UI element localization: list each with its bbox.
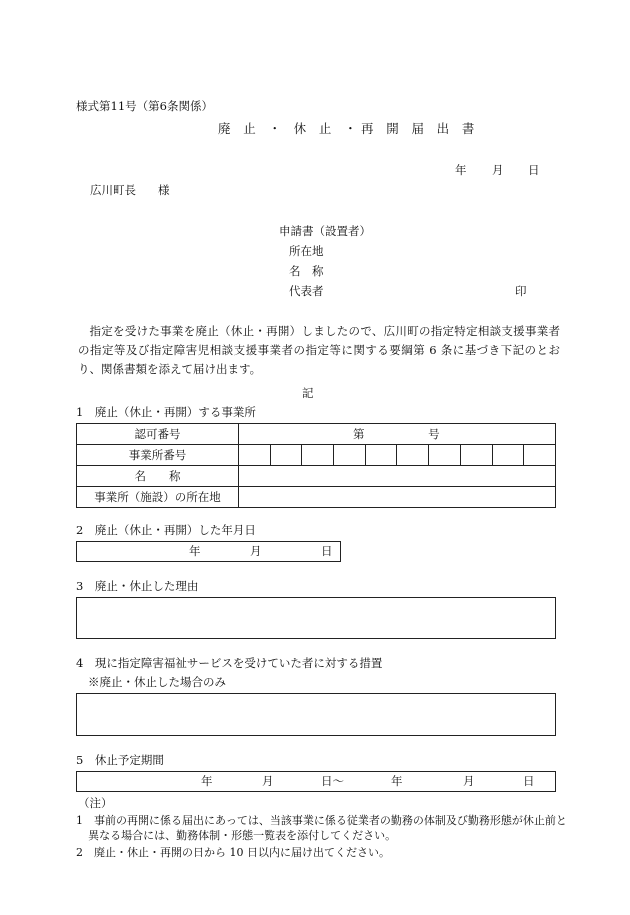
closure-date-day: 日 [321, 544, 333, 558]
form-title: 廃 止 ・ 休 止 ・再 開 届 出 書 [218, 121, 479, 136]
date-month-label: 月 [492, 163, 504, 177]
period-end-month: 月 [463, 774, 475, 788]
period-end-year: 年 [391, 774, 403, 788]
notes-label: （注） [78, 796, 113, 810]
office-name-field[interactable] [239, 466, 556, 487]
period-start-year: 年 [201, 774, 213, 788]
table-row [77, 487, 556, 508]
section3-heading: 3 廃止・休止した理由 [76, 579, 199, 593]
office-number-digit-2[interactable] [270, 445, 302, 466]
office-location-field[interactable] [239, 487, 556, 508]
note-1: 1 事前の再開に係る届出にあっては、当該事業に係る従業者の勤務の体制及び勤務形態が休止前と異なる場合には、勤務体制・形態一覧表を添付してください。 [76, 814, 567, 842]
period-end-day: 日 [523, 774, 535, 788]
date-year-label: 年 [455, 163, 467, 177]
section4-heading: 4 現に指定障害福祉サービスを受けていた者に対する措置 [76, 656, 383, 670]
measures-field[interactable] [76, 693, 556, 736]
addressee: 広川町長 [90, 183, 136, 197]
table-row [77, 466, 556, 487]
office-number-digit-1[interactable] [239, 445, 271, 466]
closure-reason-field[interactable] [76, 597, 556, 639]
seal-mark: 印 [515, 284, 527, 298]
applicant-address-label: 所在地 [289, 244, 324, 258]
approval-number-dai: 第 [353, 427, 365, 441]
suspension-period-field[interactable] [76, 771, 556, 792]
honorific: 様 [158, 183, 170, 197]
table-row [77, 424, 556, 445]
office-number-digit-4[interactable] [334, 445, 366, 466]
office-table [76, 423, 556, 508]
note-2: 2 廃止・休止・再開の日から 10 日以内に届け出てください。 [76, 846, 390, 859]
office-number-label: 事業所番号 [77, 445, 239, 466]
period-start-day: 日〜 [321, 774, 344, 788]
table-row [77, 445, 556, 466]
period-start-month: 月 [262, 774, 274, 788]
office-number-digit-5[interactable] [365, 445, 397, 466]
approval-number-label: 認可番号 [77, 424, 239, 445]
approval-number-go: 号 [428, 427, 440, 441]
applicant-representative-label: 代表者 [289, 284, 324, 298]
closure-date-field[interactable] [76, 541, 341, 562]
office-number-digit-8[interactable] [460, 445, 492, 466]
office-number-digit-10[interactable] [524, 445, 556, 466]
applicant-name-label: 名 称 [289, 264, 324, 278]
section1-heading: 1 廃止（休止・再開）する事業所 [76, 405, 256, 419]
section5-heading: 5 休止予定期間 [76, 753, 164, 767]
office-number-digit-6[interactable] [397, 445, 429, 466]
intro-paragraph: 指定を受けた事業を廃止（休止・再開）しましたので、広川町の指定特定相談支援事業者の指定等及び指定障害児相談支援事業者の指定等に関する要綱第 6 条に基づき下記のとおり、関係書類を添えて届け出ます。 [78, 324, 560, 376]
office-number-digit-9[interactable] [492, 445, 524, 466]
office-name-label: 名 称 [77, 466, 239, 487]
section4-subnote: ※廃止・休止した場合のみ [88, 675, 226, 689]
form-number: 様式第11号（第6条関係） [76, 99, 213, 113]
ki-label: 記 [302, 386, 314, 400]
closure-date-month: 月 [250, 544, 262, 558]
applicant-heading: 申請書（設置者） [279, 224, 371, 238]
date-day-label: 日 [528, 163, 540, 177]
office-number-digit-7[interactable] [429, 445, 461, 466]
approval-number-field[interactable] [239, 424, 556, 445]
section2-heading: 2 廃止（休止・再開）した年月日 [76, 523, 256, 537]
closure-date-year: 年 [189, 544, 201, 558]
office-location-label: 事業所（施設）の所在地 [77, 487, 239, 508]
office-number-digit-3[interactable] [302, 445, 334, 466]
